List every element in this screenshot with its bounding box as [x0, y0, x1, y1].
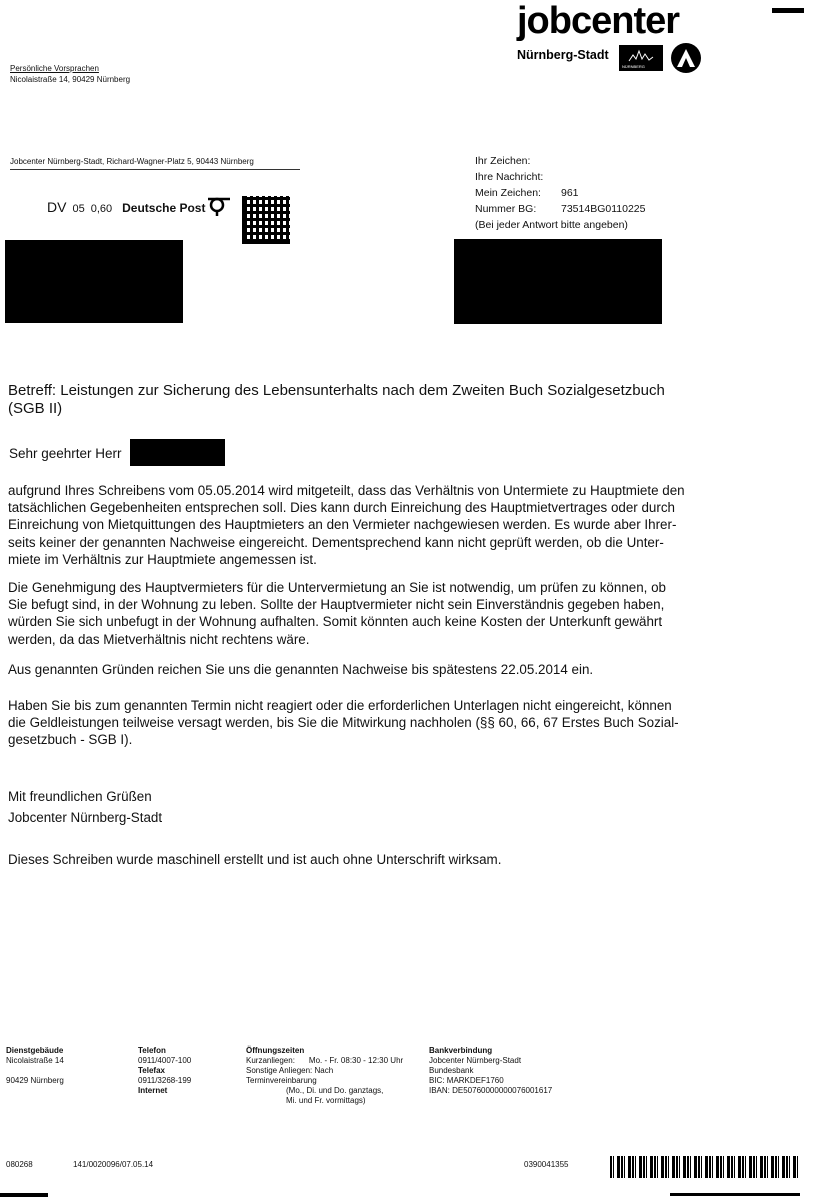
postage-num: 05 — [72, 203, 85, 215]
emblem-label: NÜRNBERG — [622, 64, 645, 69]
return-address: Jobcenter Nürnberg-Stadt, Richard-Wagner-Platz 5, 90443 Nürnberg — [10, 157, 300, 170]
machine-notice: Dieses Schreiben wurde maschinell erstellt und ist auch ohne Unterschrift wirksam. — [8, 852, 502, 867]
closing-line1: Mit freundlichen Grüßen — [8, 789, 152, 804]
code-right: 0390041355 — [524, 1160, 569, 1169]
scan-edge-right — [670, 1193, 800, 1196]
footer-telefon: Telefon 0911/4007-100 Telefax 0911/3268-199 Internet — [138, 1046, 192, 1095]
redacted-address — [5, 240, 183, 323]
barcode — [610, 1156, 798, 1178]
postage-code: DV — [47, 199, 67, 215]
footer-oeffnungszeiten: Öffnungszeiten Kurzanliegen: Mo. - Fr. 08:30 - 12:30 Uhr Sonstige Anliegen: Nach Terminvereinbarung (Mo., Di. und Do. ganztags, Mi. und Fr. vormittags) — [246, 1046, 404, 1105]
subject: Betreff: Leistungen zur Sicherung des Lebensunterhalts nach dem Zweiten Buch Sozialgesetzbuch — [8, 382, 665, 399]
sender-top-line1: Persönliche Vorsprachen — [10, 64, 99, 73]
paragraph-2: Die Genehmigung des Hauptvermieters für die Untervermietung an Sie ist notwendig, um prüfen zu können, ob Sie befugt sind, in der Wohnung zu leben. Sollte der Hauptvermieter nicht sein Einverständnis gegeben haben, würden Sie sich unbefugt in der Wohnung aufhalten. Somit könnten auch keine Kosten der Unterkunft gewährt werden, da das Mietverhältnis nicht rechtens wäre. — [8, 580, 666, 647]
ref-row-ihr-zeichen: Ihr Zeichen: — [475, 155, 531, 167]
datamatrix-code — [242, 196, 290, 244]
redacted-contact — [454, 239, 662, 324]
paragraph-1: aufgrund Ihres Schreibens vom 05.05.2014 wird mitgeteilt, dass das Verhältnis von Untermiete zu Hauptmiete den tatsächlichen Gegebenheiten entsprechen soll. Dies kann durch Einreichung des Hauptmietvertrages oder durch Einreichung von Mietquittungen des Hauptmieters an den Vermieter nachgewiesen werden. Es wurde aber Ihrer- seits keiner der genannten Nachweise eingereicht. Dementsprechend kann nicht geprüft werden, ob die Unter- miete im Verhältnis zur Hauptmiete angemessen ist. — [8, 483, 685, 567]
city-emblem — [619, 45, 663, 71]
scan-edge-left — [0, 1193, 48, 1197]
footer-bankverbindung: Bankverbindung Jobcenter Nürnberg-Stadt Bundesbank BIC: MARKDEF1760 IBAN: DE50760000000076001617 — [429, 1046, 553, 1095]
posthorn-icon — [206, 197, 232, 222]
code-middle: 141/0020096/07.05.14 — [73, 1160, 154, 1169]
ref-row-ihre-nachricht: Ihre Nachricht: — [475, 171, 544, 183]
paragraph-3: Aus genannten Gründen reichen Sie uns die genannten Nachweise bis spätestens 22.05.2014 ein. — [8, 662, 594, 677]
skyline-icon — [619, 45, 663, 71]
code-left: 080268 — [6, 1160, 33, 1169]
page-mark — [772, 8, 804, 13]
footer-dienstgebaeude: Dienstgebäude Nicolaistraße 14 90429 Nürnberg — [6, 1046, 64, 1085]
paragraph-4: Haben Sie bis zum genannten Termin nicht reagiert oder die erforderlichen Unterlagen nicht eingereicht, können die Geldleistungen teilweise versagt werden, bis Sie die Mitwirkung nachholen (§§ 60, 66, 67 Erstes Buch Sozial- gesetzbuch - SGB I). — [8, 698, 679, 748]
postage-carrier: Deutsche Post — [122, 201, 206, 215]
sender-top-line2: Nicolaistraße 14, 90429 Nürnberg — [10, 75, 131, 84]
postage-amount: 0,60 — [90, 203, 113, 215]
salutation: Sehr geehrter Herr — [9, 446, 122, 461]
subject-line2: (SGB II) — [8, 400, 63, 417]
ref-row-nummer-bg: Nummer BG: 73514BG0110225 — [475, 203, 646, 215]
reference-note: (Bei jeder Antwort bitte angeben) — [475, 219, 628, 231]
logo-subtitle: Nürnberg-Stadt — [517, 48, 609, 62]
reference-block — [475, 153, 645, 233]
jobcenter-logo: jobcenter — [517, 0, 680, 42]
redacted-name — [130, 439, 225, 466]
arbeitsagentur-icon — [671, 43, 701, 73]
closing-line2: Jobcenter Nürnberg-Stadt — [8, 810, 163, 825]
ref-row-mein-zeichen: Mein Zeichen: 961 — [475, 187, 579, 199]
postage-block — [47, 199, 205, 215]
